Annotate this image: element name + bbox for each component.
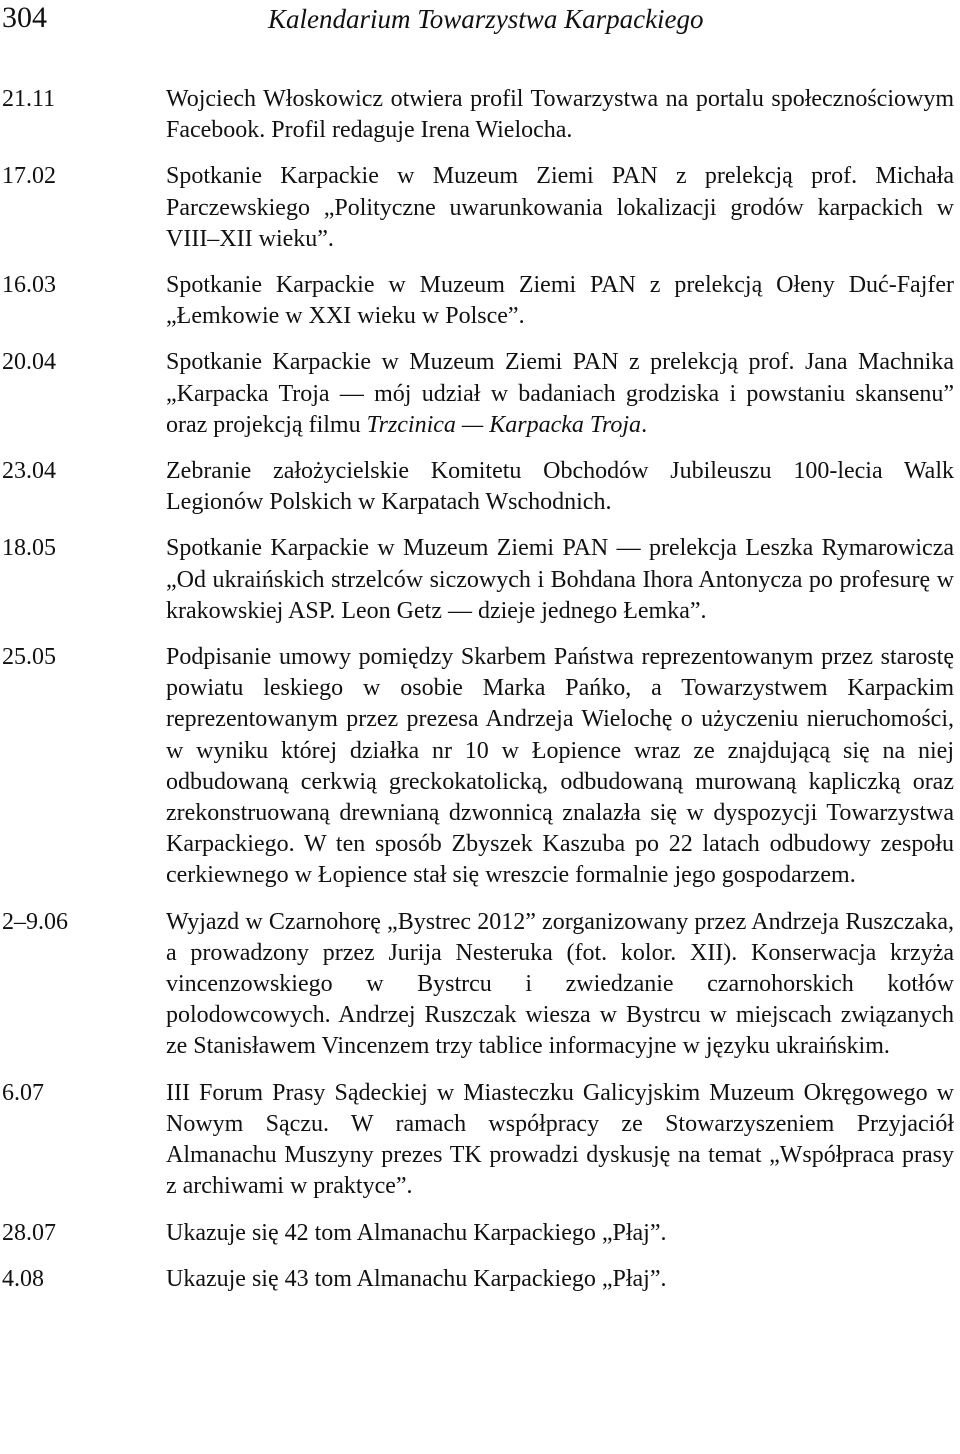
running-title: Kalendarium Towarzystwa Karpackiego — [268, 4, 704, 34]
entry-date: 16.03 — [2, 272, 56, 299]
entry-text — [166, 347, 954, 441]
entry-text: Podpisanie umowy pomiędzy Skarbem Państwa reprezentowanym przez starostę powiatu leskiego w osobie Marka Pańko, a Towarzystwem Karpackim reprezentowanym przez prezesa Andrzeja Wielochę o użyczeniu nieruchomości, w wyniku której działka nr 10 w Łopience wraz ze znajdującą się na niej odbudowaną cerkwią greckokatolicką, odbudowaną murowaną kapliczką oraz zrekonstruowaną drewnianą dzwonnicą znalazła się w dyspozycji Towarzystwa Karpackiego. W ten sposób Zbyszek Kaszuba po 22 latach odbudowy zespołu cerkiewnego w Łopience stał się wreszcie formalnie jego gospodarzem. — [166, 644, 954, 889]
calendar-entry — [0, 270, 960, 332]
entry-date: 4.08 — [2, 1265, 44, 1292]
entry-text: Spotkanie Karpackie w Muzeum Ziemi PAN — prelekcja Leszka Rymarowicza „Od ukraińskich strzelców siczowych i Bohdana Ihora Antonycza po profesurę w krakowskiej ASP. Leon Getz — dzieje jednego Łemka”. — [166, 535, 954, 624]
entry-text-part: . — [641, 411, 648, 438]
film-title: Trzcinica — Karpacka Troja — [366, 411, 642, 438]
entry-date: 6.07 — [2, 1079, 44, 1106]
calendar-entry — [0, 161, 960, 255]
entry-date: 25.05 — [2, 644, 56, 671]
calendar-entry — [0, 84, 960, 146]
calendar-entries — [0, 84, 960, 1310]
entry-text: Spotkanie Karpackie w Muzeum Ziemi PAN z prelekcją prof. Michała Parczewskiego „Polityczne uwarunkowania lokalizacji grodów karpackich w VIII–XII wieku”. — [166, 163, 954, 252]
entry-date: 17.02 — [2, 163, 56, 190]
calendar-entry — [0, 347, 960, 441]
entry-date: 2–9.06 — [2, 908, 68, 935]
entry-text: III Forum Prasy Sądeckiej w Miasteczku Galicyjskim Muzeum Okręgowego w Nowym Sączu. W ramach współpracy ze Stowarzyszeniem Przyjaciół Almanachu Muszyny prezes TK prowadzi dyskusję na temat „Współpraca prasy z archiwami w praktyce”. — [166, 1079, 954, 1200]
entry-date: 18.05 — [2, 535, 56, 562]
entry-date: 28.07 — [2, 1219, 56, 1246]
entry-text: Spotkanie Karpackie w Muzeum Ziemi PAN z prelekcją Ołeny Duć-Fajfer „Łemkowie w XXI wieku w Polsce”. — [166, 272, 954, 330]
calendar-entry — [0, 907, 960, 1063]
calendar-entry — [0, 533, 960, 627]
entry-text-part: Spotkanie Karpackie w Muzeum Ziemi PAN z prelekcją prof. Jana Machnika „Karpacka Troja — mój udział w badaniach grodziska i powstaniu skansenu” oraz projekcją filmu — [166, 349, 954, 438]
entry-text: Wojciech Włoskowicz otwiera profil Towarzystwa na portalu społecznościowym Facebook. Profil redaguje Irena Wielocha. — [166, 86, 954, 144]
calendar-entry — [0, 1218, 960, 1249]
calendar-entry — [0, 1078, 960, 1203]
entry-date: 21.11 — [2, 86, 56, 112]
page-number: 304 — [2, 1, 47, 34]
entry-text: Ukazuje się 43 tom Almanachu Karpackiego „Płaj”. — [166, 1265, 667, 1292]
entry-text: Ukazuje się 42 tom Almanachu Karpackiego „Płaj”. — [166, 1219, 667, 1246]
calendar-entry — [0, 1264, 960, 1295]
entry-date: 20.04 — [2, 349, 56, 376]
entry-date: 23.04 — [2, 458, 56, 485]
entry-text: Wyjazd w Czarnohorę „Bystrec 2012” zorganizowany przez Andrzeja Ruszczaka, a prowadzony przez Jurija Nesteruka (fot. kolor. XII). Konserwacja krzyża vincenzowskiego w Bystrcu i zwiedzanie czarnohorskich kotłów polodowcowych. Andrzej Ruszczak wiesza w Bystrcu w miejscach związanych ze Stanisławem Vincenzem trzy tablice informacyjne w języku ukraińskim. — [166, 908, 954, 1060]
calendar-entry — [0, 456, 960, 518]
calendar-entry — [0, 642, 960, 892]
page-header — [0, 0, 960, 40]
entry-text: Zebranie założycielskie Komitetu Obchodów Jubileuszu 100-lecia Walk Legionów Polskich w Karpatach Wschodnich. — [166, 458, 954, 516]
